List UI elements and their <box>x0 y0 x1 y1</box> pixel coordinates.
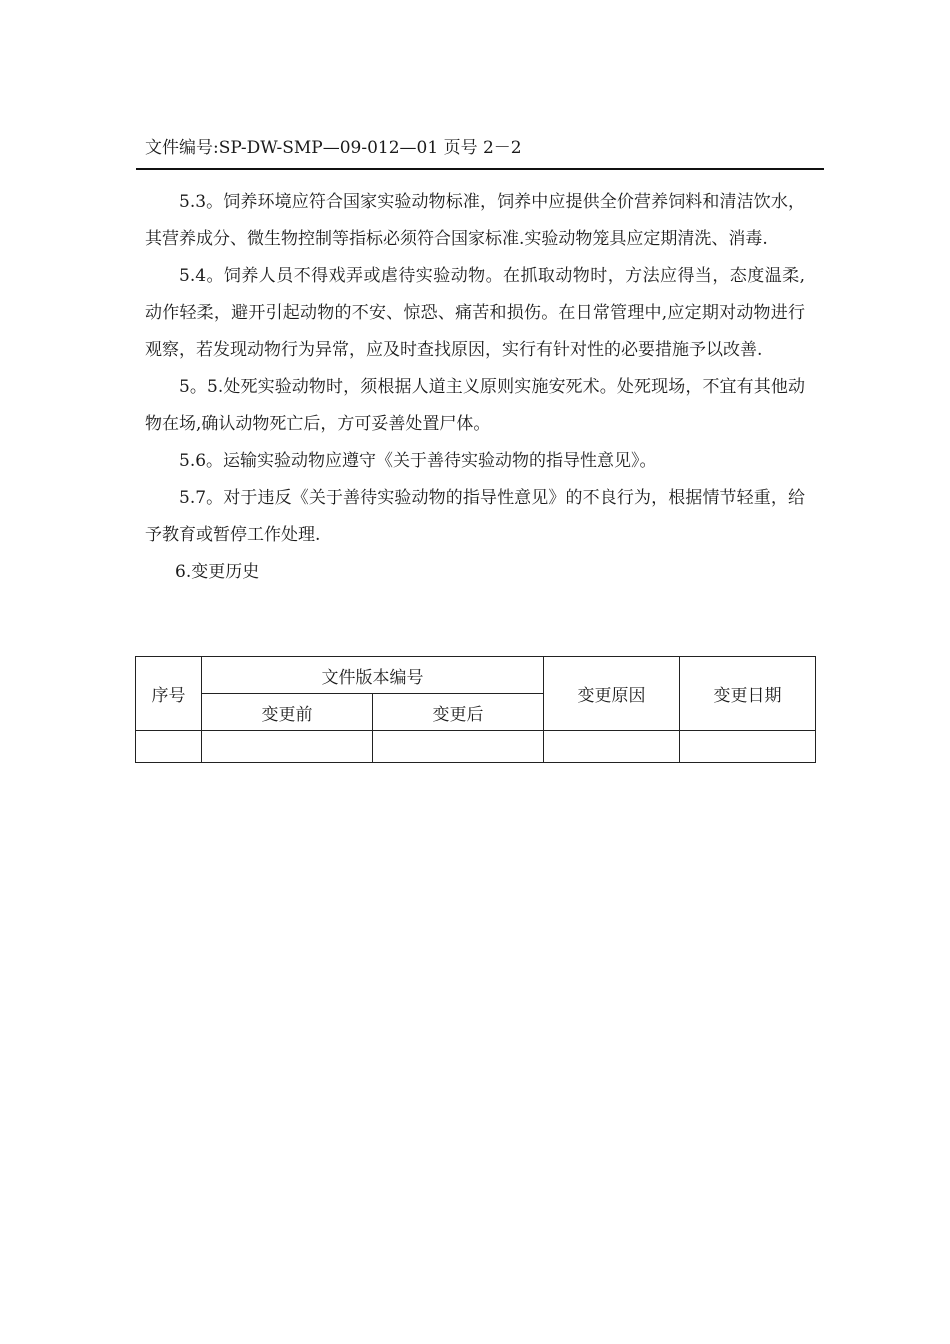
table-header-row <box>136 657 816 694</box>
header-divider <box>136 168 824 170</box>
header-cell-before: 变更前 <box>202 694 373 731</box>
header-cell-version: 文件版本编号 <box>202 657 544 694</box>
paragraph-5-5: 5。5.处死实验动物时，须根据人道主义原则实施安死术。处死现场，不宜有其他动物在场,确认动物死亡后，方可妥善处置尸体。 <box>145 377 805 434</box>
paragraph-5-6: 5.6。运输实验动物应遵守《关于善待实验动物的指导性意见》。 <box>179 451 657 471</box>
change-history-table <box>135 656 816 763</box>
header-cell-date: 变更日期 <box>680 657 816 731</box>
document-header <box>145 136 522 160</box>
header-cell-after: 变更后 <box>373 694 544 731</box>
cell-after <box>373 731 544 763</box>
paragraph-5-3: 5.3。饲养环境应符合国家实验动物标准，饲养中应提供全价营养饲料和清洁饮水，其营养成分、微生物控制等指标必须符合国家标准.实验动物笼具应定期清洗、消毒. <box>145 192 805 249</box>
paragraph-5-7: 5.7。对于违反《关于善待实验动物的指导性意见》的不良行为，根据情节轻重，给予教育或暂停工作处理. <box>145 488 805 545</box>
table-row <box>136 731 816 763</box>
doc-number-text: 文件编号:SP-DW-SMP—09-012—01 页号 2－2 <box>145 138 522 158</box>
cell-seq <box>136 731 202 763</box>
section-title-change-history: 6.变更历史 <box>175 562 260 582</box>
document-body <box>145 184 805 591</box>
header-cell-seq: 序号 <box>136 657 202 731</box>
cell-date <box>680 731 816 763</box>
cell-before <box>202 731 373 763</box>
cell-reason <box>544 731 680 763</box>
paragraph-5-4: 5.4。饲养人员不得戏弄或虐待实验动物。在抓取动物时，方法应得当，态度温柔,动作轻柔，避开引起动物的不安、惊恐、痛苦和损伤。在日常管理中,应定期对动物进行观察，若发现动物行为异常，应及时查找原因，实行有针对性的必要措施予以改善. <box>145 266 805 360</box>
header-cell-reason: 变更原因 <box>544 657 680 731</box>
